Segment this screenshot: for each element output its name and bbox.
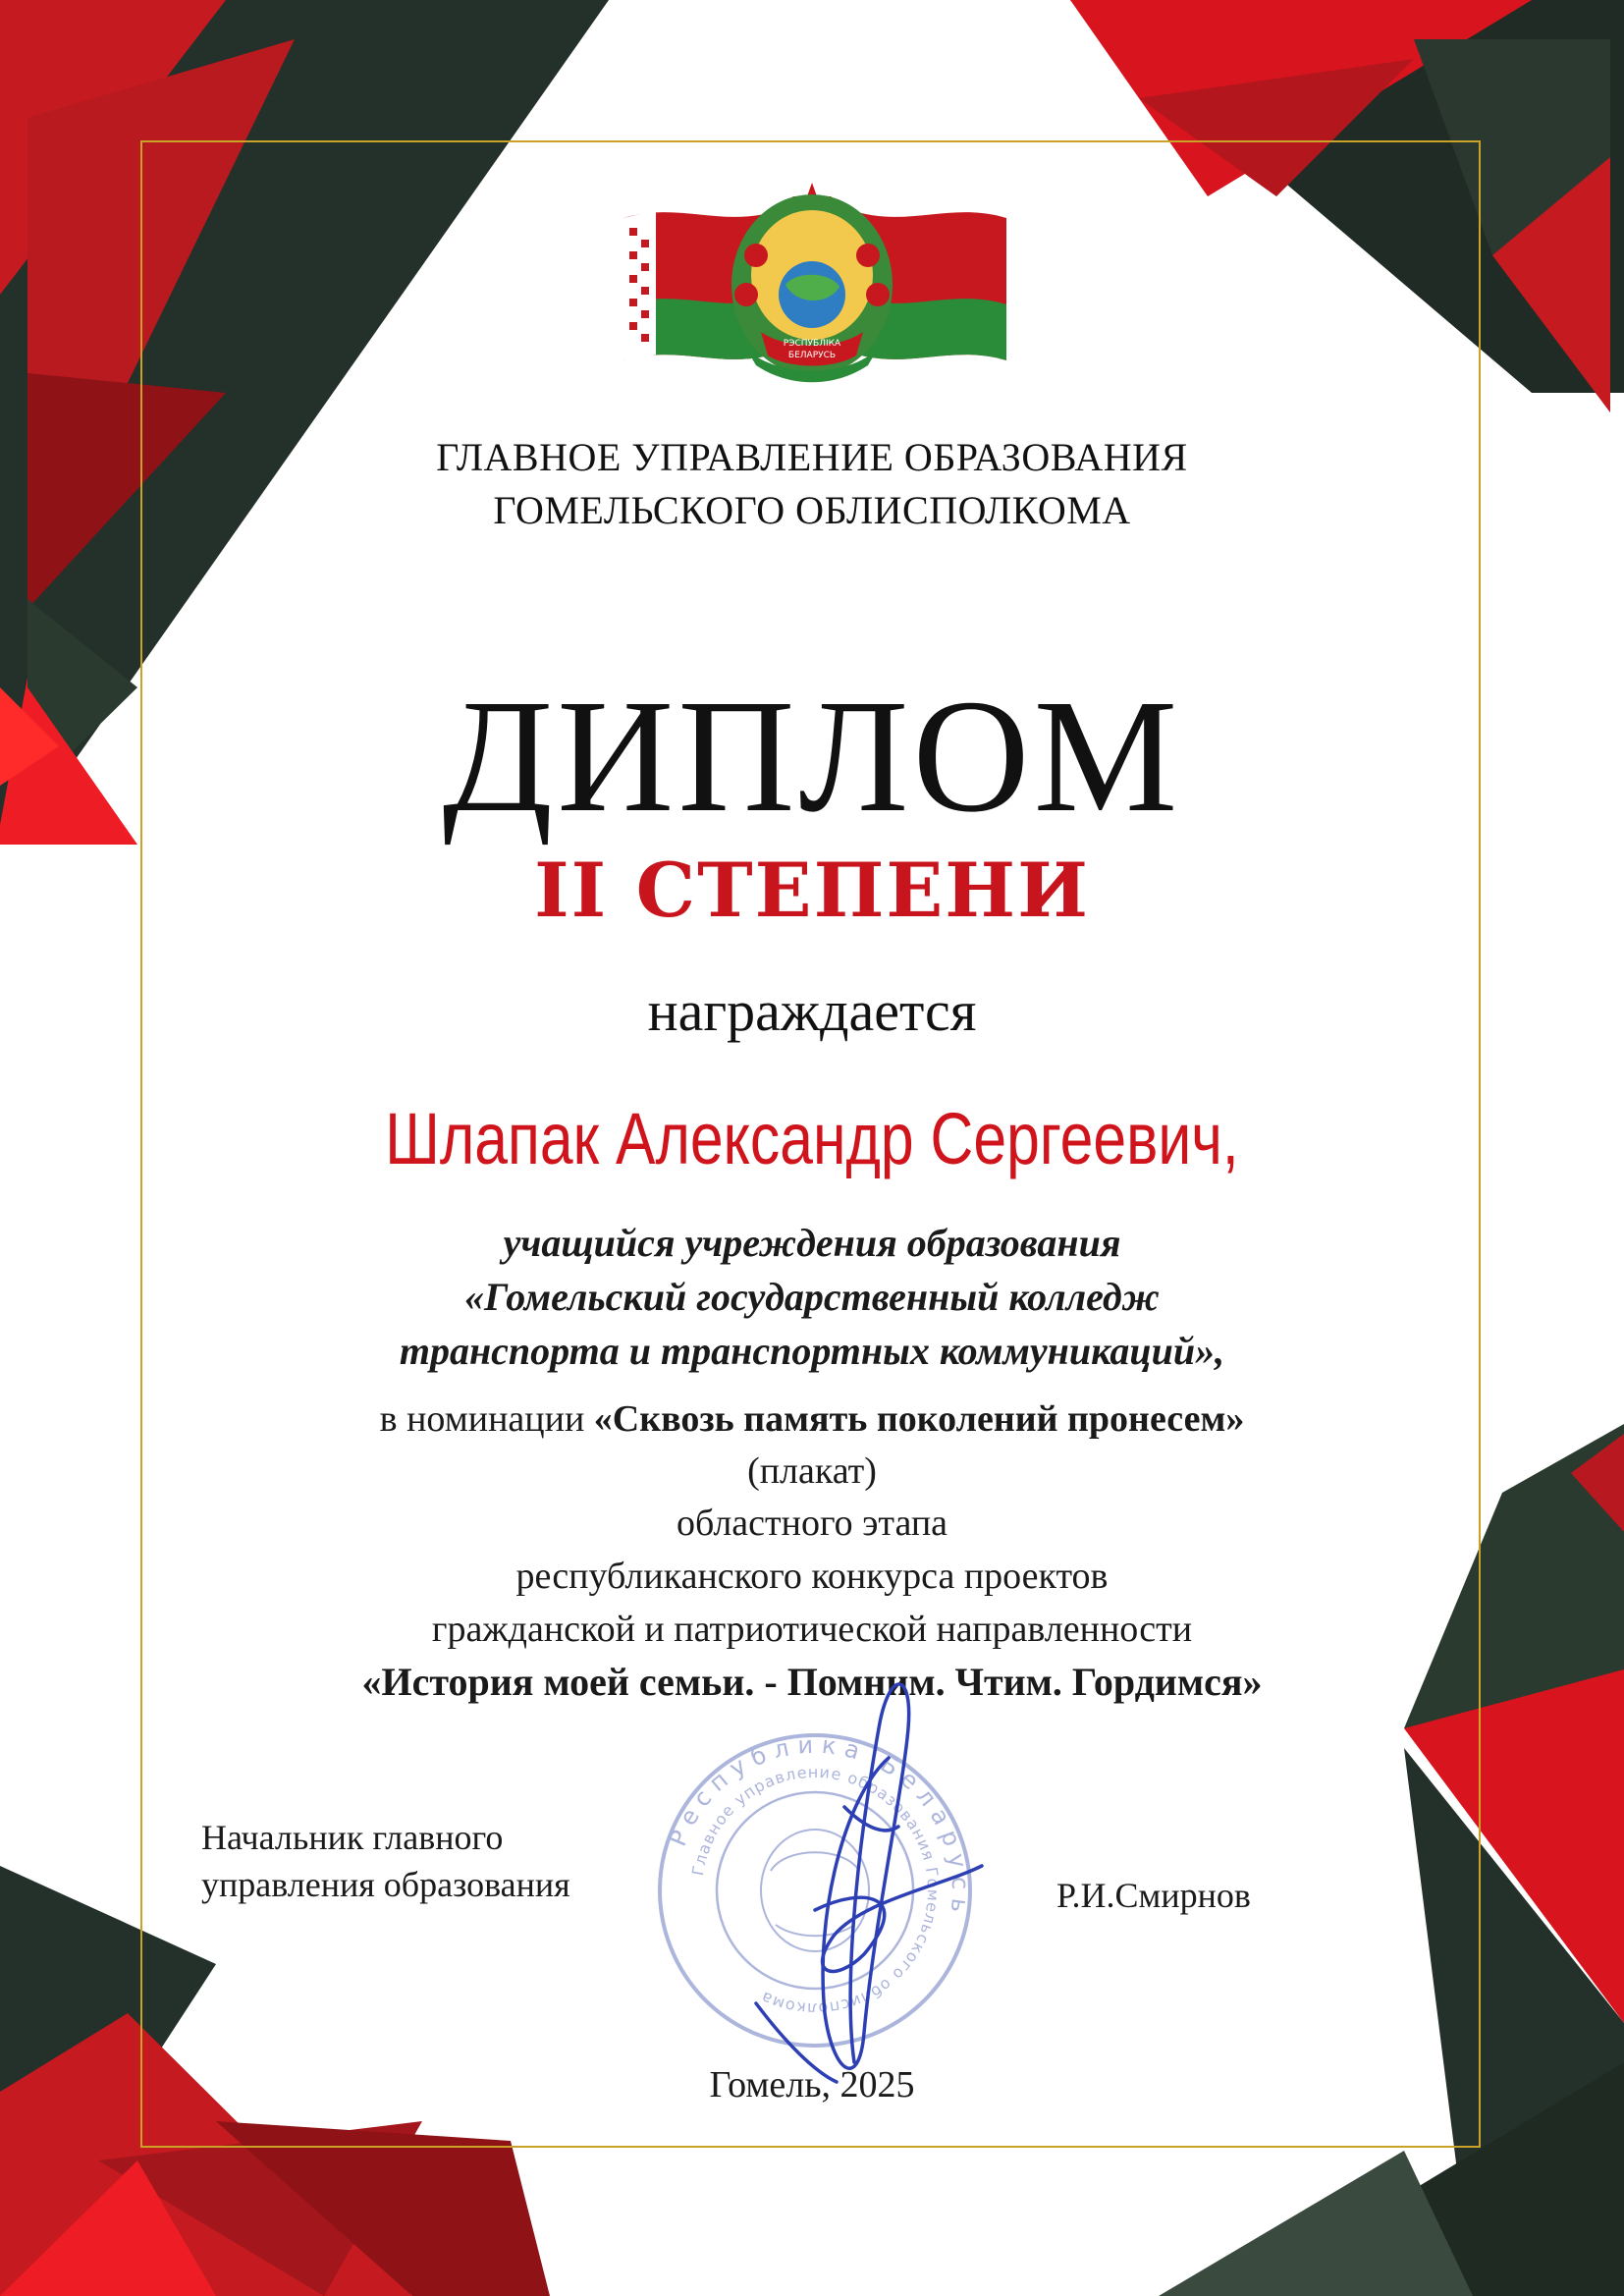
city-year: Гомель, 2025 bbox=[709, 2064, 915, 2105]
contest-line3: гражданской и патриотической направленности bbox=[431, 1609, 1193, 1650]
diploma-degree: II СТЕПЕНИ bbox=[534, 847, 1090, 934]
contest-name: «История моей семьи. - Помним. Чтим. Гордимся» bbox=[361, 1660, 1263, 1704]
institution-line3: транспорта и транспортных коммуникаций», bbox=[399, 1329, 1225, 1373]
stamp-inner-textpath: Главное управление образования Гомельского облисполкома bbox=[688, 1762, 944, 2019]
emblem-ribbon-line1: РЭСПУБЛІКА bbox=[783, 339, 841, 349]
diploma-title: ДИПЛОМ bbox=[442, 666, 1182, 846]
signer-position-line2: управления образования bbox=[201, 1865, 570, 1904]
organization-line2: ГОМЕЛЬСКОГО ОБЛИСПОЛКОМА bbox=[493, 488, 1131, 532]
nomination-name: «Сквозь память поколений пронесем» bbox=[593, 1398, 1245, 1440]
emblem-ribbon-line2: БЕЛАРУСЬ bbox=[787, 351, 837, 360]
institution-line1: учащийся учреждения образования bbox=[503, 1221, 1121, 1265]
contest-line1: областного этапа bbox=[676, 1503, 948, 1544]
nomination-line bbox=[0, 1396, 1624, 1442]
awarded-label: награждается bbox=[647, 979, 977, 1043]
institution-line2: «Гомельский государственный колледж bbox=[464, 1275, 1160, 1319]
organization-line1: ГЛАВНОЕ УПРАВЛЕНИЕ ОБРАЗОВАНИЯ bbox=[436, 435, 1188, 479]
nomination-type: (плакат) bbox=[747, 1450, 877, 1492]
signer-position-line1: Начальник главного bbox=[201, 1818, 504, 1857]
signer-name: Р.И.Смирнов bbox=[1056, 1876, 1251, 1915]
nomination-prefix: в номинации bbox=[379, 1398, 585, 1440]
contest-line2: республиканского конкурса проектов bbox=[515, 1556, 1109, 1597]
stamp-outer-textpath: Республика Беларусь bbox=[664, 1730, 975, 1923]
recipient-name: Шлапак Александр Сергеевич, bbox=[385, 1098, 1239, 1179]
